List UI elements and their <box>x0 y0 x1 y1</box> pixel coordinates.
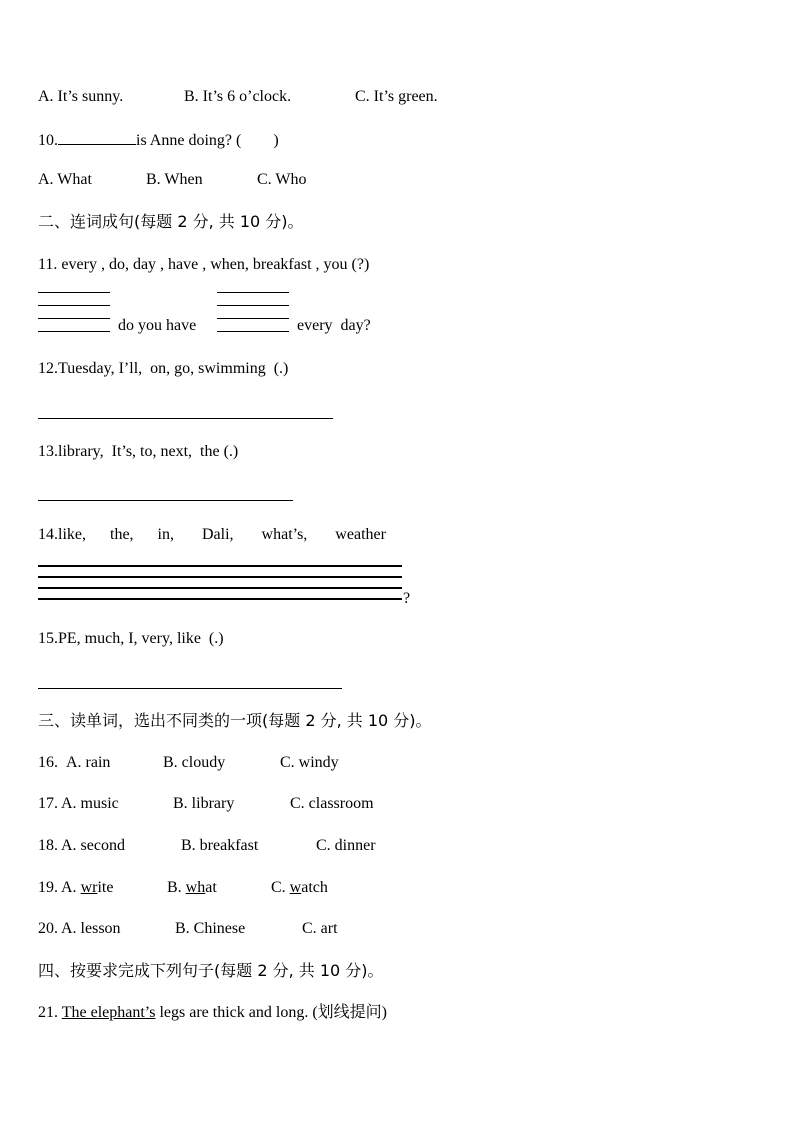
q21-prompt <box>38 1003 387 1023</box>
q21-underlined-phrase: The elephant’s <box>61 1004 156 1021</box>
q20-option-a: A. lesson <box>61 920 121 937</box>
q21-number: 21. <box>38 1004 62 1021</box>
q11-blank-1-line <box>38 305 110 306</box>
q14-answer-line <box>38 587 402 589</box>
q18-option-a: A. second <box>61 837 125 854</box>
q18-number: 18. <box>38 837 58 854</box>
q11-blank-2-line <box>217 318 289 319</box>
section-2-heading: 二、连词成句(每题 2 分, 共 10 分)。 <box>38 212 304 231</box>
q18-option-c: C. dinner <box>316 837 376 854</box>
q20-number: 20. <box>38 920 58 937</box>
q20-option-c: C. art <box>302 920 338 937</box>
q16-option-b: B. cloudy <box>163 754 226 771</box>
q11-blank-1-line <box>38 318 110 319</box>
q9-option-b: B. It’s 6 o’clock. <box>184 88 292 105</box>
section-3-heading: 三、读单词，选出不同类的一项(每题 2 分, 共 10 分)。 <box>38 711 432 730</box>
q19-a-underlined-letters: wr <box>80 879 98 896</box>
q10-text: is Anne doing? ( ) <box>136 132 279 149</box>
q11-blank-2-line <box>217 292 289 293</box>
q19-option-b: B. what <box>167 879 217 896</box>
q16-number: 16. <box>38 754 62 771</box>
q19-option-a: A. write <box>61 879 114 896</box>
q11-end-text: every day? <box>297 317 371 334</box>
q11-blank-2-line[interactable] <box>217 331 289 332</box>
q10-number: 10. <box>38 132 58 149</box>
q10-option-b: B. When <box>146 171 203 188</box>
q9-option-a: A. It’s sunny. <box>38 88 124 105</box>
q10-option-c: C. Who <box>257 171 307 188</box>
section-4-heading: 四、按要求完成下列句子(每题 2 分, 共 10 分)。 <box>38 961 384 980</box>
q10-prompt <box>38 130 279 151</box>
q9-option-c: C. It’s green. <box>355 88 438 105</box>
q14-answer-line[interactable] <box>38 598 402 600</box>
q19-b-underlined-letters: wh <box>185 879 206 896</box>
q10-blank[interactable] <box>58 130 136 145</box>
q18-option-b: B. breakfast <box>181 837 259 854</box>
q10-option-a: A. What <box>38 171 92 188</box>
q17-option-b: B. library <box>173 795 235 812</box>
q16-option-c: C. windy <box>280 754 339 771</box>
q15-answer-line[interactable] <box>38 688 342 689</box>
q11-prompt: 11. every , do, day , have , when, breakfast , you (?) <box>38 256 370 273</box>
q12-prompt: 12.Tuesday, I’ll, on, go, swimming (.) <box>38 360 289 377</box>
q12-answer-line[interactable] <box>38 418 333 419</box>
q13-answer-line[interactable] <box>38 500 293 501</box>
q17-number: 17. <box>38 795 58 812</box>
q11-blank-1-line <box>38 292 110 293</box>
q16-option-a: A. rain <box>66 754 111 771</box>
q19-number: 19. <box>38 879 58 896</box>
q14-prompt: 14.like, the, in, Dali, what’s, weather <box>38 526 386 543</box>
q21-text: legs are thick and long. (划线提问) <box>155 1004 387 1021</box>
q20-option-b: B. Chinese <box>175 920 246 937</box>
q11-blank-1-line[interactable] <box>38 331 110 332</box>
q15-prompt: 15.PE, much, I, very, like (.) <box>38 630 224 647</box>
q11-blank-2-line <box>217 305 289 306</box>
q19-option-c: C. watch <box>271 879 328 896</box>
q11-middle-text: do you have <box>118 317 197 334</box>
q17-option-a: A. music <box>61 795 119 812</box>
q13-prompt: 13.library, It’s, to, next, the (.) <box>38 443 239 460</box>
q14-end-mark: ? <box>403 590 411 607</box>
q14-answer-line <box>38 576 402 578</box>
q17-option-c: C. classroom <box>290 795 374 812</box>
q19-c-underlined-letters: w <box>289 879 302 896</box>
q14-answer-line <box>38 565 402 567</box>
